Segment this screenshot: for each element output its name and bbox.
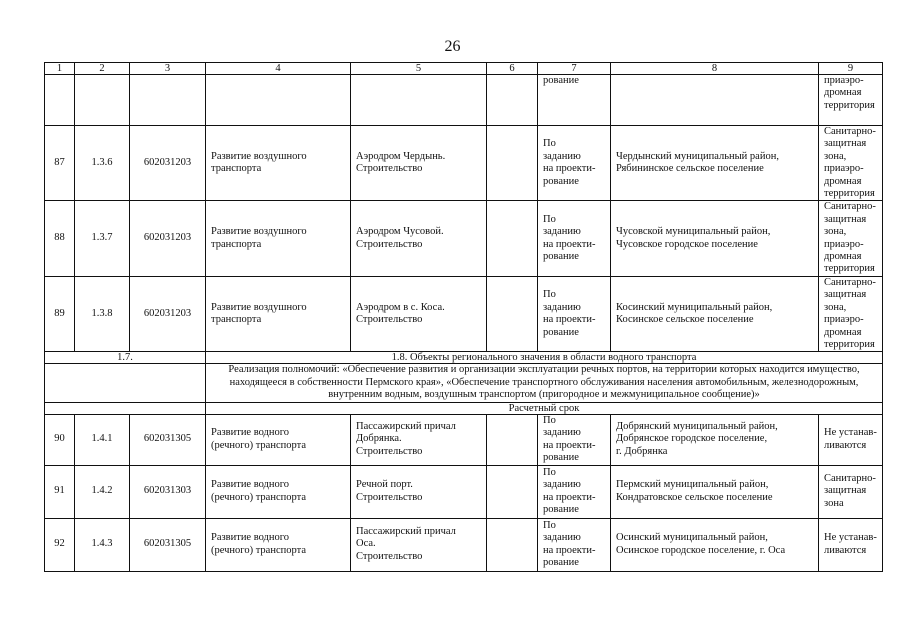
section-title: 1.8. Объекты регионального значения в области водного транспорта xyxy=(206,352,883,364)
header-cell: 6 xyxy=(487,63,538,75)
table-row xyxy=(45,414,883,465)
header-cell: 2 xyxy=(75,63,130,75)
purpose-cell: Развитие водного (речного) транспорта xyxy=(206,465,351,518)
num-cell: 91 xyxy=(45,465,75,518)
object-cell: Речной порт. Строительство xyxy=(351,465,487,518)
term-cell: По заданию на проекти- рование xyxy=(538,276,611,351)
term-cell: По заданию на проекти- рование xyxy=(538,201,611,276)
term-cell: По заданию на проекти- рование xyxy=(538,126,611,201)
header-cell: 8 xyxy=(611,63,819,75)
table-row xyxy=(45,126,883,201)
object-cell: Аэродром в с. Коса. Строительство xyxy=(351,276,487,351)
col6-cell xyxy=(487,201,538,276)
location-cell: Чусовской муниципальный район, Чусовское городское поселение xyxy=(611,201,819,276)
page-number: 26 xyxy=(444,38,461,55)
col6-cell xyxy=(487,276,538,351)
okato-cell: 602031303 xyxy=(130,465,206,518)
num-cell: 87 xyxy=(45,126,75,201)
zone-cell: Санитарно- защитная зона, приаэро- дромная территория xyxy=(819,201,883,276)
section-description: Реализация полномочий: «Обеспечение развития и организации эксплуатации речных портов, на территории которых находится имущество, находящееся в собственности Пермского края», «Обеспечение транспортного обслуживания населения автомобильным, железнодорожным, внутренним водным, воздушным транспортом (пригородное и межмуниципальное сообщение)» xyxy=(206,364,883,402)
location-cell: Косинский муниципальный район, Косинское сельское поселение xyxy=(611,276,819,351)
zone-cell: Не устанав- ливаются xyxy=(819,414,883,465)
table-row xyxy=(45,276,883,351)
location-cell: Пермский муниципальный район, Кондратовское сельское поселение xyxy=(611,465,819,518)
code-cell: 1.3.6 xyxy=(75,126,130,201)
table-row xyxy=(45,465,883,518)
term-label-row xyxy=(45,402,883,414)
code-cell: 1.4.3 xyxy=(75,518,130,571)
num-cell: 89 xyxy=(45,276,75,351)
code-cell: 1.3.7 xyxy=(75,201,130,276)
header-cell: 9 xyxy=(819,63,883,75)
objects-table xyxy=(44,62,883,572)
code-cell: 1.3.8 xyxy=(75,276,130,351)
continuation-row xyxy=(45,75,883,126)
header-row xyxy=(45,63,883,75)
zone-cell: Санитарно- защитная зона, приаэро- дромная территория xyxy=(819,276,883,351)
num-cell: 90 xyxy=(45,414,75,465)
zone-cell: приаэро- дромная территория xyxy=(819,75,883,126)
term-label: Расчетный срок xyxy=(206,402,883,414)
purpose-cell: Развитие воздушного транспорта xyxy=(206,201,351,276)
section-title-row xyxy=(45,352,883,364)
zone-cell: Санитарно- защитная зона xyxy=(819,465,883,518)
okato-cell: 602031203 xyxy=(130,201,206,276)
object-cell: Аэродром Чусовой. Строительство xyxy=(351,201,487,276)
table-row xyxy=(45,518,883,571)
okato-cell: 602031305 xyxy=(130,518,206,571)
term-cell: По заданию на проекти- рование xyxy=(538,414,611,465)
col6-cell xyxy=(487,465,538,518)
location-cell: Осинский муниципальный район, Осинское городское поселение, г. Оса xyxy=(611,518,819,571)
okato-cell: 602031203 xyxy=(130,276,206,351)
section-description-row xyxy=(45,364,883,402)
header-cell: 1 xyxy=(45,63,75,75)
col6-cell xyxy=(487,414,538,465)
code-cell: 1.4.1 xyxy=(75,414,130,465)
okato-cell: 602031305 xyxy=(130,414,206,465)
code-cell: 1.4.2 xyxy=(75,465,130,518)
header-cell: 7 xyxy=(538,63,611,75)
header-cell: 4 xyxy=(206,63,351,75)
term-cell: По заданию на проекти- рование xyxy=(538,465,611,518)
okato-cell: 602031203 xyxy=(130,126,206,201)
object-cell: Пассажирский причал Добрянка. Строительство xyxy=(351,414,487,465)
zone-cell: Не устанав- ливаются xyxy=(819,518,883,571)
col6-cell xyxy=(487,126,538,201)
term-cell: рование xyxy=(538,75,611,126)
purpose-cell: Развитие водного (речного) транспорта xyxy=(206,414,351,465)
purpose-cell: Развитие воздушного транспорта xyxy=(206,276,351,351)
col6-cell xyxy=(487,518,538,571)
object-cell: Пассажирский причал Оса. Строительство xyxy=(351,518,487,571)
purpose-cell: Развитие водного (речного) транспорта xyxy=(206,518,351,571)
num-cell: 92 xyxy=(45,518,75,571)
header-cell: 3 xyxy=(130,63,206,75)
table-row xyxy=(45,201,883,276)
location-cell: Чердынский муниципальный район, Рябининское сельское поселение xyxy=(611,126,819,201)
object-cell: Аэродром Чердынь. Строительство xyxy=(351,126,487,201)
header-cell: 5 xyxy=(351,63,487,75)
purpose-cell: Развитие воздушного транспорта xyxy=(206,126,351,201)
location-cell: Добрянский муниципальный район, Добрянское городское поселение, г. Добрянка xyxy=(611,414,819,465)
term-cell: По заданию на проекти- рование xyxy=(538,518,611,571)
num-cell: 88 xyxy=(45,201,75,276)
section-code: 1.7. xyxy=(45,352,206,364)
zone-cell: Санитарно- защитная зона, приаэро- дромная территория xyxy=(819,126,883,201)
